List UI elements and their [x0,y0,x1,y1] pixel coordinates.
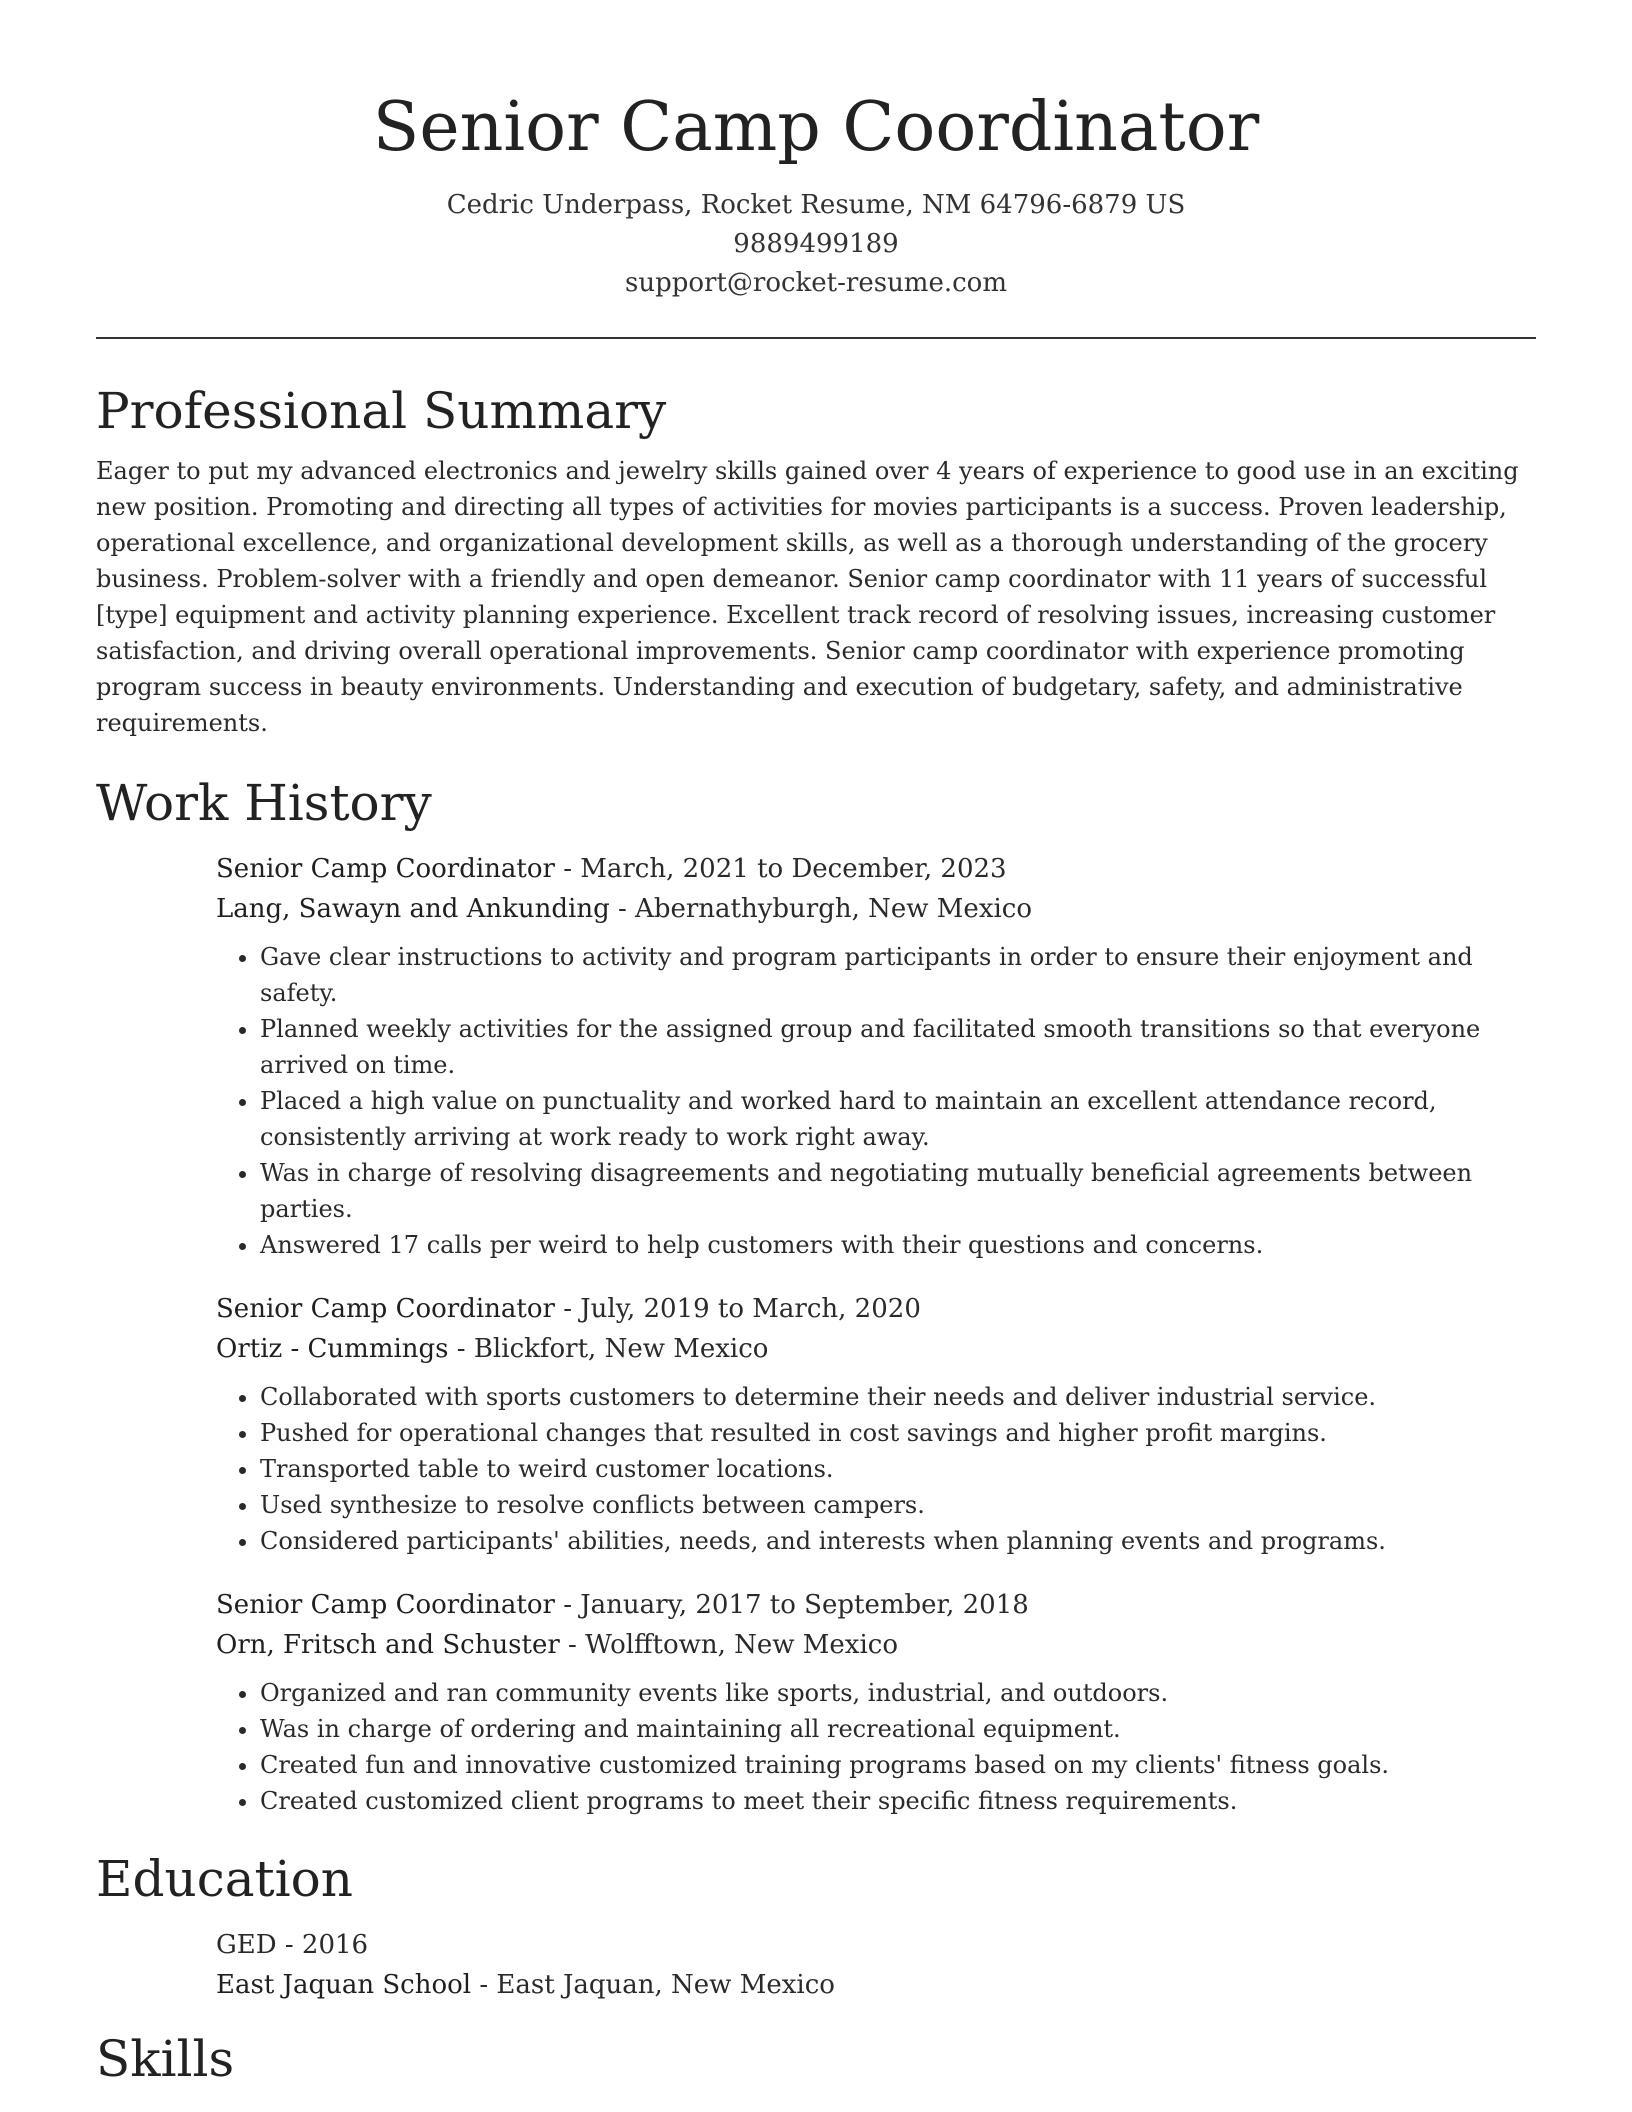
job-bullet: • Was in charge of ordering and maintaining all recreational equipment. [260,1711,1536,1747]
skills-section [96,2027,1536,2091]
job-dates: - March, 2021 to December, 2023 [554,854,1007,884]
job-company: Orn, Fritsch and Schuster [216,1630,560,1660]
job-bullet: • Was in charge of resolving disagreements and negotiating mutually beneficial agreements between parties. [260,1155,1536,1227]
resume-name: Senior Camp Coordinator [372,88,1260,167]
summary-title: Professional Summary [96,382,667,440]
education-school-line [216,1965,1536,2005]
job-bullet: • Organized and ran community events like sports, industrial, and outdoors. [260,1675,1536,1711]
contact-email: support@rocket-resume.com [624,268,1007,298]
job-role-line [216,1289,1536,1329]
contact-phone: 9889499189 [733,229,899,259]
job-entry [216,1585,1536,1819]
job-dates: - January, 2017 to September, 2018 [554,1590,1029,1620]
job-company: Ortiz - Cummings [216,1334,449,1364]
job-role-line [216,849,1536,889]
job-bullet: • Pushed for operational changes that resulted in cost savings and higher profit margins. [260,1415,1536,1451]
job-company-line [216,889,1536,929]
summary-text: Eager to put my advanced electronics and jewelry skills gained over 4 years of experience to good use in an exciting new position. Promoting and directing all types of activities for movies participants is a success. Proven leadership, operational excellence, and organizational development skills, as well as a thorough understanding of the grocery business. Problem-solver with a friendly and open demeanor. Senior camp coordinator with 11 years of successful [type] equipment and activity planning experience. Excellent track record of resolving issues, increasing customer satisfaction, and driving overall operational improvements. Senior camp coordinator with experience promoting program success in beauty environments. Understanding and execution of budgetary, safety, and administrative requirements. [96,457,1519,737]
job-role: Senior Camp Coordinator [216,1294,555,1324]
job-bullet: • Planned weekly activities for the assigned group and facilitated smooth transitions so that everyone arrived on time. [260,1011,1536,1083]
job-bullet: • Collaborated with sports customers to determine their needs and deliver industrial service. [260,1379,1536,1415]
job-company: Lang, Sawayn and Ankunding [216,894,610,924]
job-bullet: • Gave clear instructions to activity and program participants in order to ensure their enjoyment and safety. [260,939,1536,1011]
job-bullet: • Created fun and innovative customized training programs based on my clients' fitness goals. [260,1747,1536,1783]
resume-header [96,0,1536,303]
job-role-line [216,1585,1536,1625]
job-location: - Abernathyburgh, New Mexico [609,894,1033,924]
education-entry [216,1925,1536,2005]
summary-section [96,379,1536,741]
job-role: Senior Camp Coordinator [216,854,555,884]
job-bullet: • Placed a high value on punctuality and worked hard to maintain an excellent attendance record, consistently arriving at work ready to work right away. [260,1083,1536,1155]
job-entry [216,849,1536,1263]
skills-title: Skills [96,2030,235,2088]
job-bullets [216,939,1536,1263]
work-history-title: Work History [96,774,432,832]
education-degree: GED - 2016 [216,1930,369,1960]
job-location: - Wolfftown, New Mexico [559,1630,898,1660]
job-bullet: • Transported table to weird customer locations. [260,1451,1536,1487]
resume-page [96,0,1536,2091]
job-bullet: • Created customized client programs to meet their specific fitness requirements. [260,1783,1536,1819]
education-section [96,1847,1536,2005]
job-bullet: • Considered participants' abilities, needs, and interests when planning events and programs. [260,1523,1536,1559]
job-bullet: • Answered 17 calls per weird to help customers with their questions and concerns. [260,1227,1536,1263]
job-bullet: • Used synthesize to resolve conflicts between campers. [260,1487,1536,1523]
job-bullets [216,1379,1536,1559]
job-list [216,849,1536,1819]
education-location: - East Jaquan, New Mexico [471,1970,835,2000]
job-company-line [216,1625,1536,1665]
header-divider [96,337,1536,339]
education-school: East Jaquan School [216,1970,472,2000]
job-role: Senior Camp Coordinator [216,1590,555,1620]
work-history-section [96,771,1536,1819]
job-company-line [216,1329,1536,1369]
education-title: Education [96,1850,353,1908]
job-location: - Blickfort, New Mexico [448,1334,769,1364]
job-bullets [216,1675,1536,1819]
contact-address: Cedric Underpass, Rocket Resume, NM 64796-6879 US [446,190,1186,220]
job-dates: - July, 2019 to March, 2020 [554,1294,921,1324]
job-entry [216,1289,1536,1559]
